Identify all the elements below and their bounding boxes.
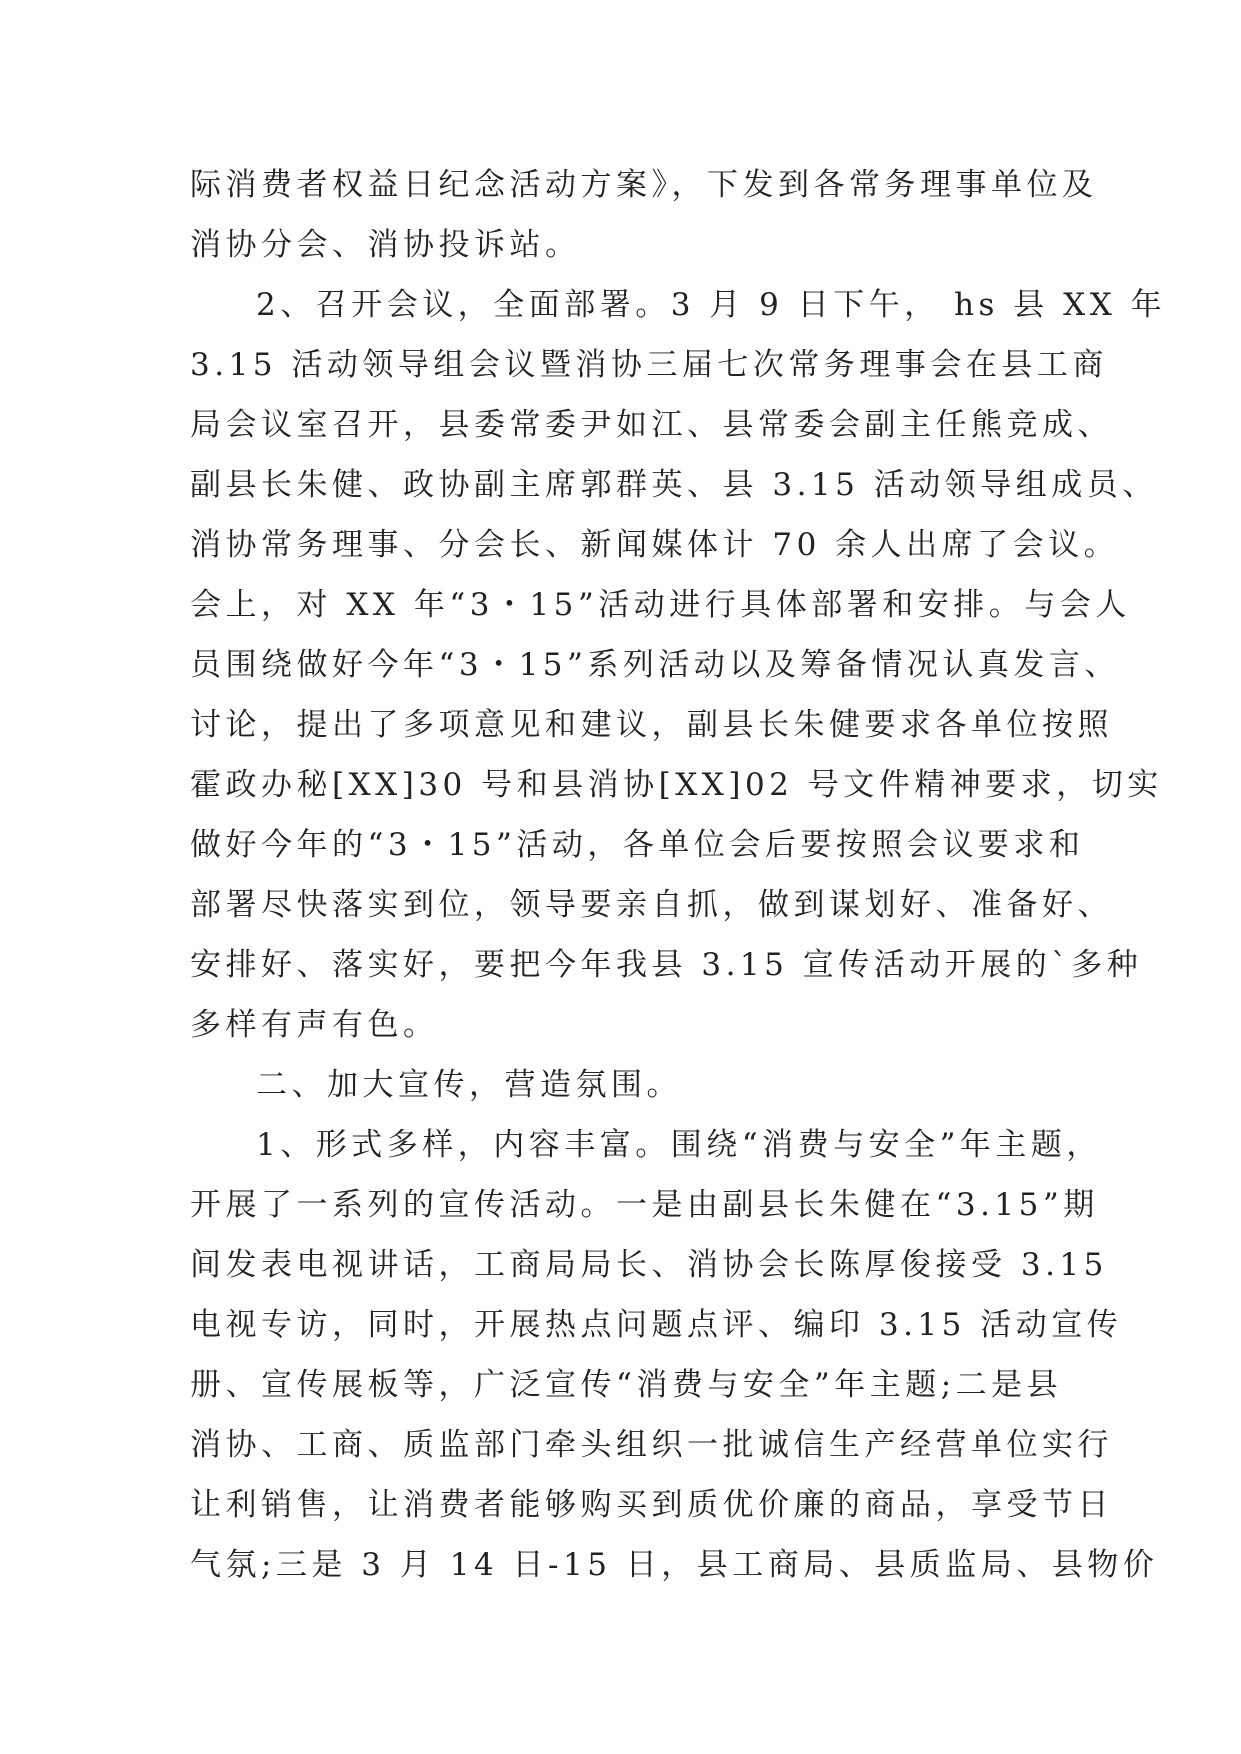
text-line: 开展了一系列的宣传活动。一是由副县长朱健在“3.15”期 bbox=[190, 1187, 1099, 1223]
document-body bbox=[190, 155, 1167, 1595]
text-line: 消协、工商、质监部门牵头组织一批诚信生产经营单位实行 bbox=[190, 1427, 1113, 1463]
text-line: 气氛;三是 3 月 14 日-15 日，县工商局、县质监局、县物价 bbox=[190, 1547, 1159, 1583]
text-line: 会上，对 XX 年“3・15”活动进行具体部署和安排。与会人 bbox=[190, 587, 1131, 623]
text-line: 副县长朱健、政协副主席郭群英、县 3.15 活动领导组成员、 bbox=[190, 467, 1158, 503]
text-line: 1、形式多样，内容丰富。围绕“消费与安全”年主题， bbox=[256, 1127, 1102, 1163]
text-line: 让利销售，让消费者能够购买到质优价廉的商品，享受节日 bbox=[190, 1487, 1113, 1523]
text-line: 2、召开会议，全面部署。3 月 9 日下午， hs 县 XX 年 bbox=[256, 287, 1167, 323]
text-line: 消协分会、消协投诉站。 bbox=[190, 227, 581, 263]
text-line: 讨论，提出了多项意见和建议，副县长朱健要求各单位按照 bbox=[190, 707, 1113, 743]
text-line: 部署尽快落实到位，领导要亲自抓，做到谋划好、准备好、 bbox=[190, 887, 1113, 923]
text-line: 册、宣传展板等，广泛宣传“消费与安全”年主题;二是县 bbox=[190, 1367, 1063, 1403]
text-line: 消协常务理事、分会长、新闻媒体计 70 余人出席了会议。 bbox=[190, 527, 1120, 563]
text-line: 间发表电视讲话，工商局局长、消协会长陈厚俊接受 3.15 bbox=[190, 1247, 1108, 1283]
text-line: 电视专访，同时，开展热点问题点评、编印 3.15 活动宣传 bbox=[190, 1307, 1123, 1343]
text-line: 多样有声有色。 bbox=[190, 1007, 439, 1043]
text-line: 际消费者权益日纪念活动方案》，下发到各常务理事单位及 bbox=[190, 167, 1098, 203]
text-line: 3.15 活动领导组会议暨消协三届七次常务理事会在县工商 bbox=[190, 347, 1108, 383]
text-line: 员围绕做好今年“3・15”系列活动以及筹备情况认真发言、 bbox=[190, 647, 1120, 683]
text-line: 霍政办秘[XX]30 号和县消协[XX]02 号文件精神要求，切实 bbox=[190, 767, 1163, 803]
text-line: 局会议室召开，县委常委尹如江、县常委会副主任熊竞成、 bbox=[190, 407, 1113, 443]
text-line: 做好今年的“3・15”活动，各单位会后要按照会议要求和 bbox=[190, 827, 1085, 863]
text-line: 安排好、落实好，要把今年我县 3.15 宣传活动开展的`多种 bbox=[190, 947, 1143, 983]
text-line: 二、加大宣传，营造氛围。 bbox=[256, 1067, 682, 1103]
